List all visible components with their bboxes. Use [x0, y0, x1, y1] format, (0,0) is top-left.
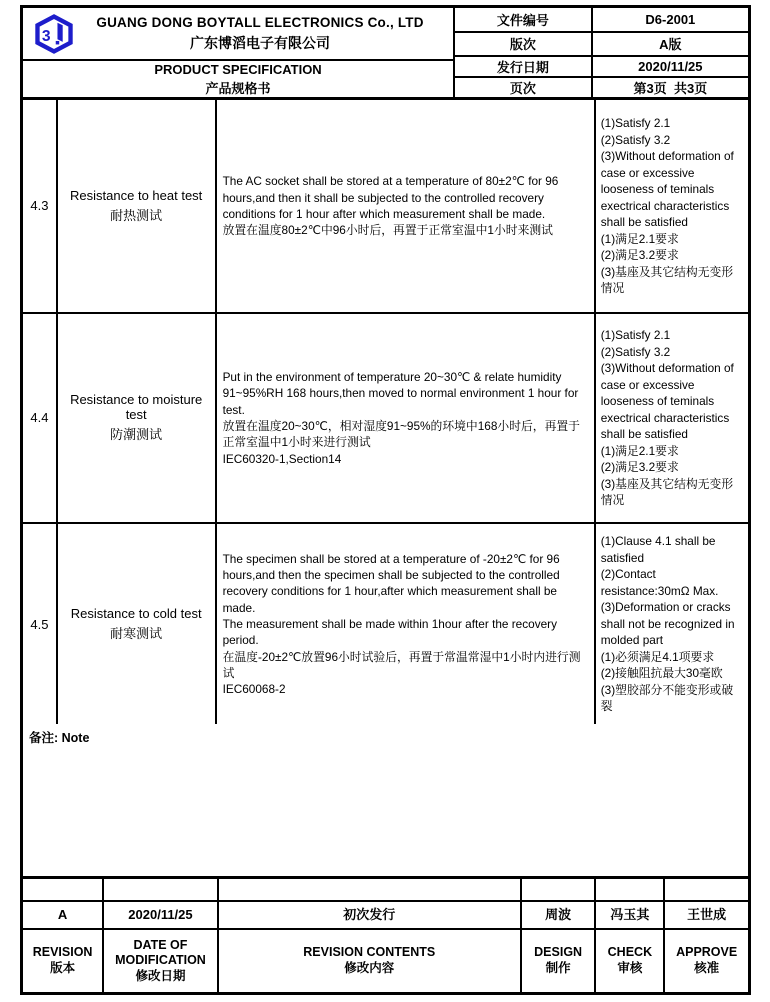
test-name-en: Resistance to cold test: [70, 606, 202, 622]
contents-column-header: [219, 930, 522, 992]
issue-date-value: 2020/11/25: [638, 59, 703, 74]
requirement-line: (1)必须满足4.1项要求: [600, 649, 715, 664]
description-paragraph: The measurement shall be made within 1hour after the recovery period.: [222, 617, 557, 648]
requirement-line: (1)Clause 4.1 shall be satisfied: [600, 534, 716, 565]
requirement-line: (3)Deformation or cracks shall not be recognized in molded part: [600, 600, 735, 648]
header-label-zh: 审核: [617, 961, 643, 975]
description-paragraph: 放置在温度20~30℃，相对湿度91~95%的环境中168小时后，再置于正常室温中1小时来进行测试: [222, 418, 580, 450]
approve-column-header: [665, 930, 748, 992]
description-paragraph: 放置在温度80±2℃中96小时后，再置于正常室温中1小时来测试: [222, 223, 553, 238]
spec-table: [23, 100, 748, 724]
requirement-line: (1)满足2.1要求: [600, 443, 679, 458]
doc-number-label: 文件编号: [455, 8, 593, 31]
header-label-en: APPROVE: [676, 945, 738, 960]
header-label-zh: 版本: [50, 961, 76, 975]
company-name-block: [77, 15, 453, 53]
requirement-line: (2)Satisfy 3.2: [600, 132, 671, 147]
document-title-block: [23, 61, 453, 97]
issue-date-label: 发行日期: [455, 57, 593, 76]
requirement-line: (3)Without deformation of case or excessive looseness of teminals exectrical characteristics shall be satisfied: [600, 361, 734, 442]
description-paragraph: The specimen shall be stored at a temperature of -20±2℃ for 96 hours,and then the specimen shall be subjected to the controlled recovery conditions for 1 hour,after which measurement shall be made.: [222, 551, 560, 615]
meta-row-edition: [455, 33, 748, 58]
revision-contents: 初次发行: [219, 902, 522, 928]
requirement-line: (1)Satisfy 2.1: [600, 115, 671, 130]
revision-empty-cell: [104, 879, 219, 900]
test-requirement-cell: [596, 100, 748, 312]
description-paragraph: The AC socket shall be stored at a temperature of 80±2℃ for 96 hours,and then it shall be subjected to the controlled recovery conditions for 1 hour after which measurement shall be made.: [222, 174, 559, 221]
revision-entry-row: [23, 902, 748, 930]
page-label: 页次: [455, 78, 593, 97]
design-column-header: [522, 930, 597, 992]
meta-row-issue-date: [455, 57, 748, 78]
revision-empty-cell: [665, 879, 748, 900]
date-column-header: [104, 930, 219, 992]
note-label: 备注: Note: [29, 731, 90, 745]
revision-check-name: 冯玉其: [596, 902, 665, 928]
requirement-line: (2)满足3.2要求: [600, 248, 679, 263]
description-paragraph: IEC60068-2: [222, 682, 286, 697]
description-paragraph: Put in the environment of temperature 20~30℃ & relate humidity 91~95%RH 168 hours,then moved to normal environment 1 hour for test.: [222, 370, 579, 417]
requirement-line: (2)满足3.2要求: [600, 460, 679, 475]
revision-header-row: [23, 930, 748, 992]
requirement-line: (2)Contact resistance:30mΩ Max.: [600, 567, 719, 598]
header-label-en: REVISION CONTENTS: [303, 945, 436, 960]
header-label-zh: 修改日期: [135, 968, 186, 983]
requirement-line: (3)基座及其它结构无变形情况: [600, 476, 734, 508]
test-description-cell: [217, 100, 596, 312]
requirement-line: (1)满足2.1要求: [600, 231, 679, 246]
table-row-4-5: [23, 524, 748, 724]
test-name-en: Resistance to moisture test: [70, 392, 203, 423]
header-meta-table: [455, 8, 748, 97]
row-number: 4.4: [23, 314, 58, 523]
edition-value: A版: [659, 37, 682, 53]
revision-empty-row: [23, 879, 748, 902]
test-name-cell: [58, 314, 217, 523]
meta-row-doc-number: [455, 8, 748, 33]
requirement-line: (1)Satisfy 2.1: [600, 328, 671, 343]
revision-empty-cell: [23, 879, 104, 900]
test-name-zh: 耐热测试: [110, 207, 163, 223]
test-name-en: Resistance to heat test: [70, 187, 203, 203]
revision-empty-cell: [522, 879, 597, 900]
doc-number-value: D6-2001: [645, 11, 696, 27]
table-row-4-3: [23, 100, 748, 314]
requirement-line: (3)基座及其它结构无变形情况: [600, 264, 734, 296]
requirement-line: (3)Without deformation of case or excessive looseness of teminals exectrical characteristics shall be satisfied: [600, 149, 734, 230]
company-logo-icon: [31, 14, 77, 54]
description-paragraph: 在温度-20±2℃放置96小时试验后，再置于常温常湿中1小时内进行测试: [222, 649, 581, 680]
test-requirement-cell: [596, 314, 748, 523]
edition-label: 版次: [455, 33, 593, 56]
page-value: 第3页 共3页: [633, 81, 708, 96]
test-requirement-cell: [596, 524, 748, 724]
test-name-cell: [58, 524, 217, 724]
header-label-zh: 制作: [545, 961, 571, 975]
document-header: [23, 8, 748, 100]
header-label-en: DESIGN: [534, 945, 583, 960]
test-name-cell: [58, 100, 217, 312]
revision-date: 2020/11/25: [104, 902, 219, 928]
svg-text:3: 3: [41, 27, 51, 45]
document-title-en: PRODUCT SPECIFICATION: [154, 61, 322, 77]
revision-empty-cell: [219, 879, 522, 900]
header-label-en: CHECK: [607, 945, 653, 960]
row-number: 4.3: [23, 100, 58, 312]
specification-sheet: [20, 5, 751, 995]
test-name-zh: 耐寒测试: [110, 626, 163, 642]
note-section: [23, 724, 748, 879]
table-row-4-4: [23, 314, 748, 525]
requirement-line: (2)接触阻抗最大30毫欧: [600, 666, 723, 681]
description-paragraph: IEC60320-1,Section14: [222, 451, 342, 466]
requirement-line: (3)塑胶部分不能变形或破裂: [600, 682, 734, 714]
revision-empty-cell: [596, 879, 665, 900]
company-row: [23, 8, 453, 61]
header-label-en: DATE OF MODIFICATION: [115, 937, 206, 968]
company-name-zh: 广东博滔电子有限公司: [190, 34, 331, 51]
revision-design-name: 周波: [522, 902, 597, 928]
revision-approve-name: 王世成: [687, 906, 727, 922]
row-number: 4.5: [23, 524, 58, 724]
header-left-block: [23, 8, 455, 97]
company-name-en: GUANG DONG BOYTALL ELECTRONICS Co., LTD: [96, 14, 424, 30]
meta-row-page: [455, 78, 748, 97]
header-label-zh: 修改内容: [344, 961, 395, 975]
revision-table: [23, 879, 748, 992]
revision-id: A: [23, 902, 104, 928]
test-name-zh: 防潮测试: [110, 427, 163, 443]
document-title-zh: 产品规格书: [205, 80, 271, 96]
test-description-cell: [217, 314, 596, 523]
requirement-line: (2)Satisfy 3.2: [600, 344, 671, 359]
check-column-header: [596, 930, 665, 992]
revision-column-header: [23, 930, 104, 992]
header-label-zh: 核准: [694, 961, 720, 975]
test-description-cell: [217, 524, 596, 724]
header-label-en: REVISION: [32, 945, 93, 960]
